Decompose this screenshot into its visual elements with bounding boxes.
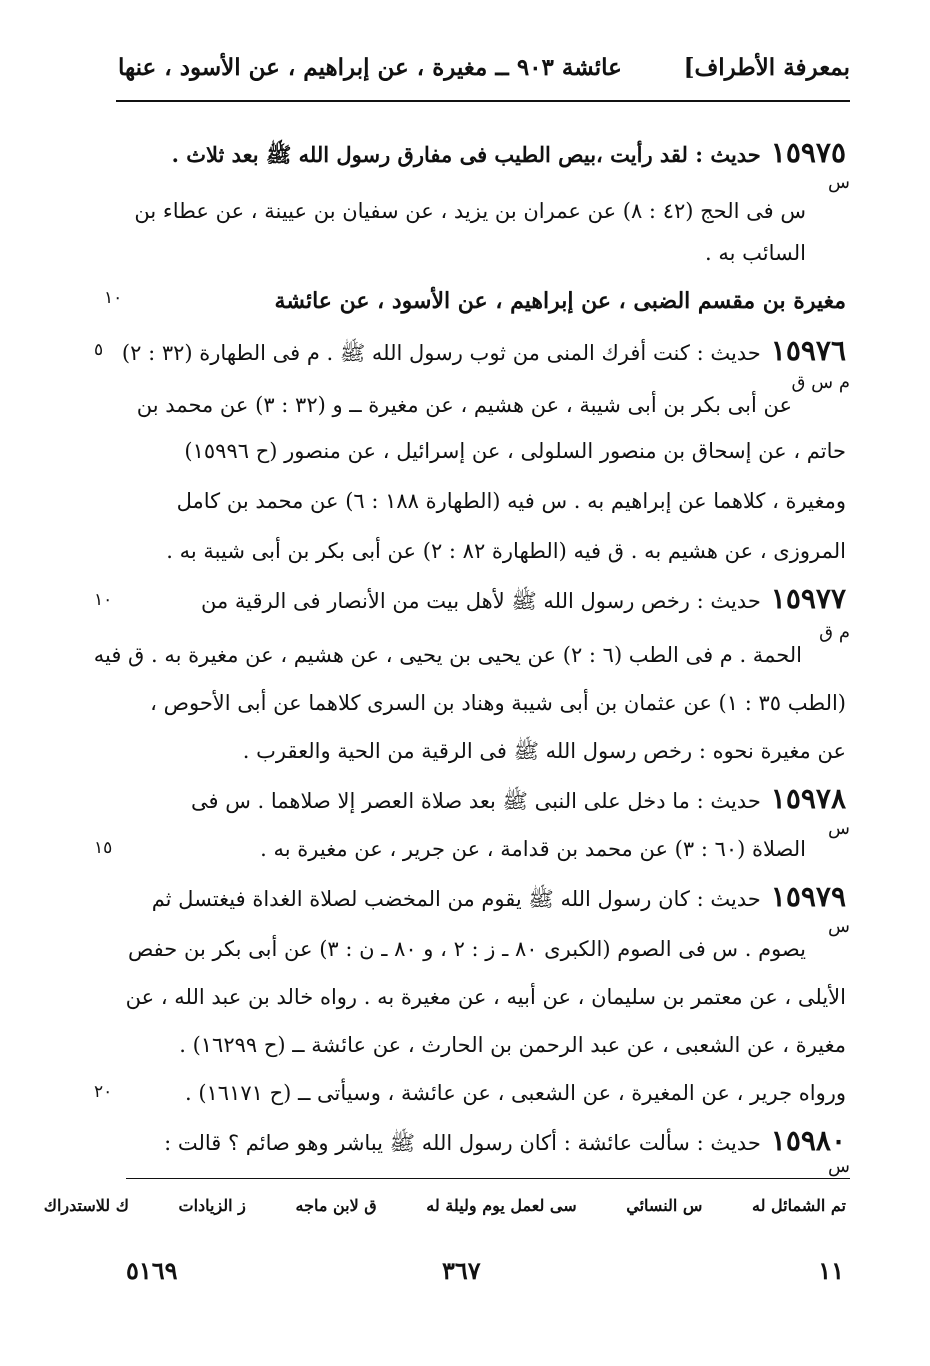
hadith-text: حديث : لقد رأيت ،بيص الطيب فى مفارق رسول الله ﷺ بعد ثلاث .	[171, 142, 761, 167]
hadith-text: حديث : رخص رسول الله ﷺ لأهل بيت من الأنصار فى الرقية من	[201, 589, 761, 613]
text-line: حاتم ، عن إسحاق بن منصور السلولى ، عن إسرائيل ، عن منصور (ح ١٥٩٩٦)	[184, 439, 846, 463]
siglum: م ق	[819, 622, 850, 643]
hadith-number: ١٥٩٧٩	[770, 880, 846, 913]
text-line: ومغيرة ، كلاهما عن إبراهيم به . س فيه (الطهارة ١٨٨ : ٦) عن محمد بن كامل	[176, 489, 846, 513]
header-book-title: بمعرفة الأطراف]	[683, 54, 850, 81]
text-line: الحمة . م فى الطب (٦ : ٢) عن يحيى بن يحيى ، عن هشيم ، عن مغيرة به . ق فيه	[93, 643, 802, 667]
running-header	[118, 54, 850, 94]
hadith-text: حديث : ما دخل على النبى ﷺ بعد صلاة العصر إلا صلاهما . س فى	[190, 789, 761, 813]
line-number: ١٠	[94, 590, 113, 610]
header-rule	[116, 100, 850, 102]
hadith-text: حديث : كان رسول الله ﷺ يقوم من المخضب لصلاة الغداة فيغتسل ثم	[151, 887, 761, 911]
abbrev: ك للاستدراك	[43, 1196, 129, 1215]
abbrev: ق لابن ماجه	[295, 1196, 377, 1215]
abbrev: ز الزيادات	[178, 1196, 246, 1215]
footnote-rule	[126, 1178, 850, 1179]
text-line: س فى الحج (٤٢ : ٨) عن عمران بن يزيد ، عن سفيان بن عيينة ، عن عطاء بن	[134, 199, 806, 223]
abbreviation-key	[43, 1196, 846, 1215]
siglum: س	[828, 818, 850, 839]
abbrev: سى لعمل يوم وليلة له	[426, 1196, 577, 1215]
page	[8, 0, 930, 1366]
header-section: عائشة ٩٠٣ ــ مغيرة ، عن إبراهيم ، عن الأسود ، عنها	[118, 54, 622, 81]
text-line: السائب به .	[705, 241, 806, 265]
folio-left: ٥١٦٩	[126, 1256, 178, 1285]
hadith-text: حديث : كنت أفرك المنى من ثوب رسول الله ﷺ . م فى الطهارة (٣٢ : ٢)	[121, 341, 761, 365]
hadith-number: ١٥٩٧٨	[770, 782, 846, 815]
text-line: يصوم . س فى الصوم (الكبرى ٨٠ ـ ز : ٢ ، و ٨٠ ـ ن : ٣) عن أبى بكر بن حفص	[127, 937, 806, 961]
abbrev: تم الشمائل له	[752, 1196, 846, 1215]
text-line: الأيلى ، عن معتمر بن سليمان ، عن أبيه ، عن مغيرة به . رواه خالد بن عبد الله ، عن	[125, 985, 846, 1009]
text-line: الصلاة (٦٠ : ٣) عن محمد بن قدامة ، عن جرير ، عن مغيرة به .	[260, 837, 806, 861]
hadith-15978	[126, 784, 846, 816]
text-line: مغيرة ، عن الشعبى ، عن عبد الرحمن بن الحارث ، عن عائشة ــ (ح ١٦٢٩٩) .	[179, 1033, 846, 1057]
text-line: ورواه جرير ، عن المغيرة ، عن الشعبى ، عن عائشة ، وسيأتى ــ (ح ١٦١٧١) .	[184, 1081, 846, 1105]
line-number: ١٥	[94, 838, 113, 858]
text-line: المروزى ، عن هشيم به . ق فيه (الطهارة ٨٢ : ٢) عن أبى بكر بن أبى شيبة به .	[166, 539, 846, 563]
text-line: (الطب ٣٥ : ١) عن عثمان بن أبى شيبة وهناد بن السرى كلاهما عن أبى الأحوص ،	[150, 691, 846, 715]
abbrev: س النسائي	[626, 1196, 703, 1215]
siglum: س	[828, 916, 850, 937]
text-line: عن مغيرة نحوه : رخص رسول الله ﷺ فى الرقية من الحية والعقرب .	[242, 739, 846, 763]
text-line: عن أبى بكر بن أبى شيبة ، عن هشيم ، عن مغيرة ــ و (٣٢ : ٣) عن محمد بن	[136, 393, 792, 417]
line-number: ٢٠	[94, 1082, 113, 1102]
line-number: ١٠	[104, 288, 123, 308]
hadith-text: حديث : سألت عائشة : أكان رسول الله ﷺ يباشر وهو صائم ؟ قالت :	[164, 1131, 761, 1155]
hadith-number: ١٥٩٧٥	[770, 136, 846, 169]
hadith-15977	[126, 584, 846, 616]
hadith-15976	[121, 334, 846, 368]
hadith-number: ١٥٩٧٧	[770, 582, 846, 615]
page-number: ٣٦٧	[442, 1256, 481, 1285]
hadith-15980	[126, 1126, 846, 1158]
hadith-15975	[126, 138, 846, 170]
section-heading: مغيرة بن مقسم الضبى ، عن إبراهيم ، عن الأسود ، عن عائشة	[274, 288, 846, 314]
folio-right: ١١	[818, 1256, 844, 1285]
hadith-number: ١٥٩٨٠	[770, 1124, 846, 1157]
line-number: ٥	[94, 340, 104, 360]
hadith-number: ١٥٩٧٦	[770, 334, 846, 367]
siglum: م س ق	[791, 372, 850, 393]
hadith-15979	[126, 882, 846, 914]
siglum: س	[828, 1156, 850, 1177]
siglum: س	[828, 172, 850, 193]
